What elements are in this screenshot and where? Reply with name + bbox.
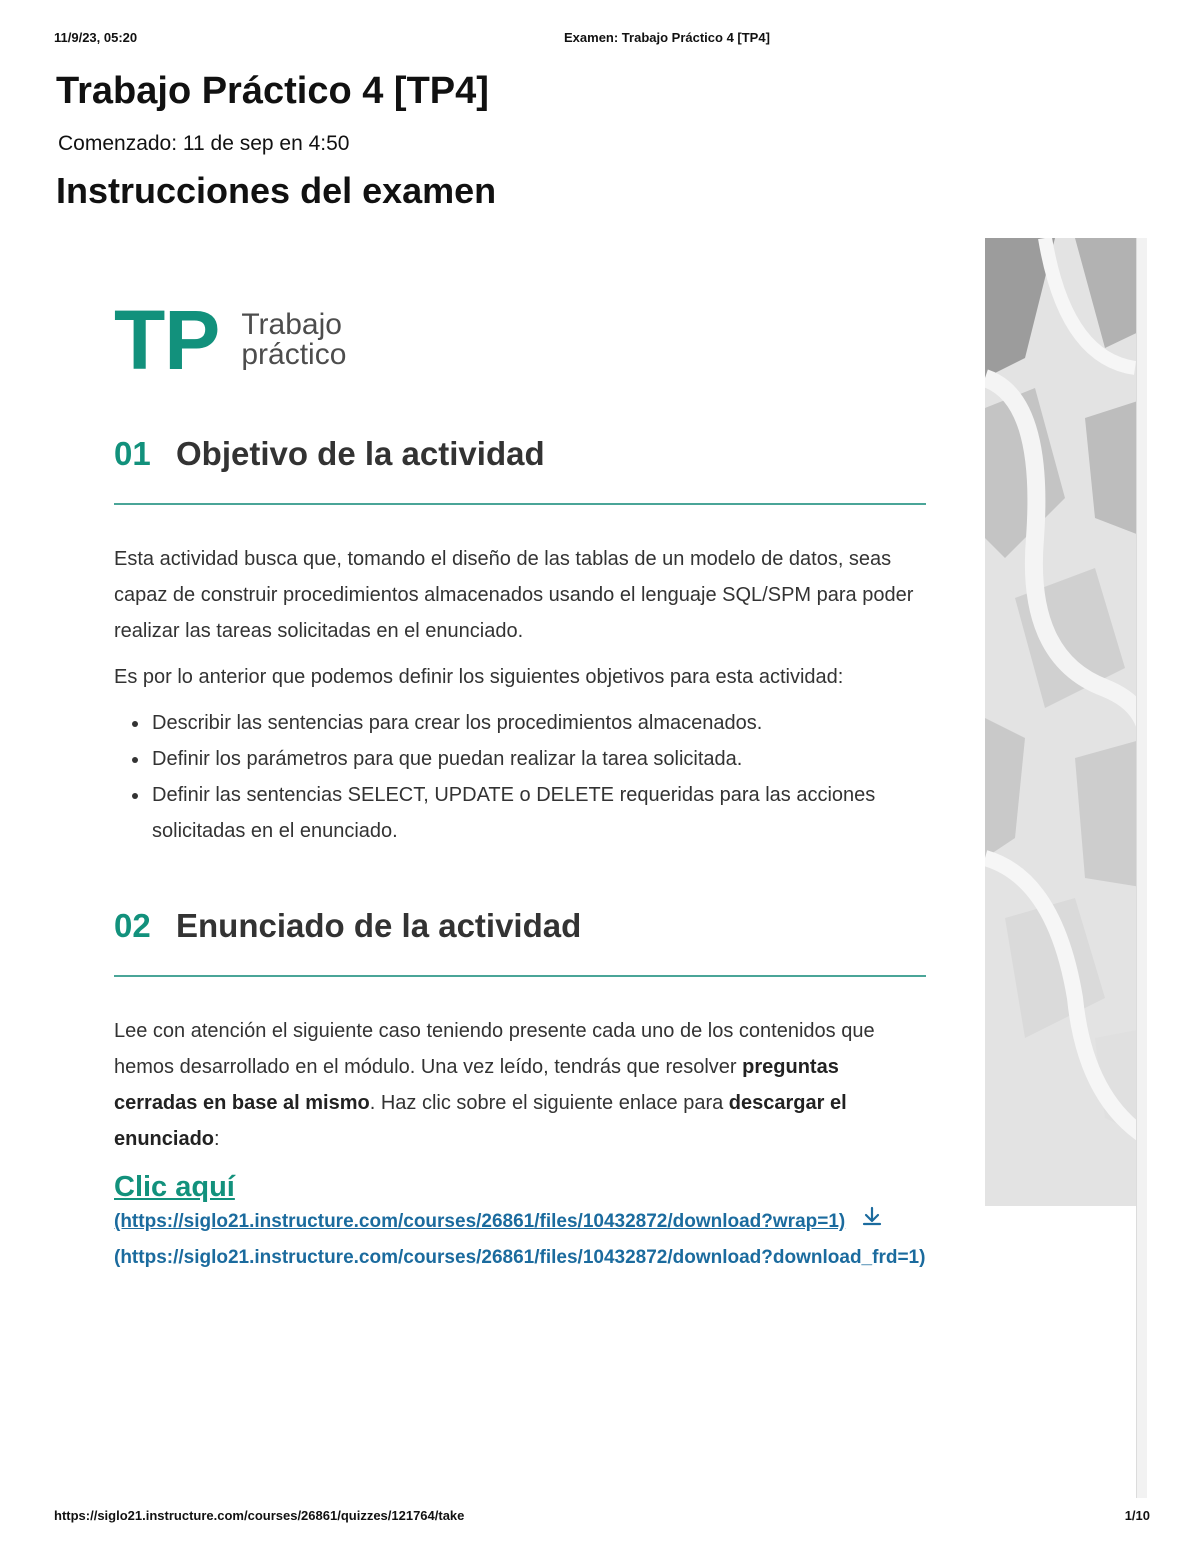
tp-logo [114,285,926,395]
clic-aqui-link[interactable]: Clic aquí [114,1171,235,1203]
enunciado-text-3: : [214,1128,220,1150]
objective-paragraph: Esta actividad busca que, tomando el diseño de las tablas de un modelo de datos, seas capaz de construir procedimientos almacenados usando el lenguaje SQL/SPM para poder realizar las tareas solicitadas en el enunciado. [114,548,914,642]
print-doc-title: Examen: Trabajo Práctico 4 [TP4] [564,30,770,45]
section-divider [114,503,926,505]
list-item: • Describir las sentencias para crear los procedimientos almacenados. [150,705,926,741]
download-icon[interactable] [861,1204,883,1240]
tp-logo-line2: práctico [241,338,347,371]
section-divider [114,975,926,977]
objectives-intro: Es por lo anterior que podemos definir los siguientes objetivos para esta actividad: [114,666,844,688]
instructions-title: Instrucciones del examen [56,170,497,211]
enunciado-text-1: Lee con atención el siguiente caso teniendo presente cada uno de los contenidos que hemos desarrollado en el módulo. Una vez leído, tendrás que resolver [114,1020,875,1078]
print-page-number: 1/10 [1124,1508,1150,1523]
download-frd-link[interactable]: (https://siglo21.instructure.com/courses/26861/files/10432872/download?download_frd=1) [114,1247,926,1269]
decorative-side-image [985,238,1147,1206]
list-item: • Definir los parámetros para que puedan realizar la tarea solicitada. [150,741,926,777]
section-heading-enunciado [114,907,926,945]
print-datetime: 11/9/23, 05:20 [54,30,138,45]
exam-instructions-content [114,285,926,1276]
print-url: https://siglo21.instructure.com/courses/26861/quizzes/121764/take [54,1508,465,1523]
section-title: Enunciado de la actividad [176,907,582,944]
print-footer [0,1508,1200,1528]
title-block [56,66,496,214]
enunciado-text-2: . Haz clic sobre el siguiente enlace para [369,1092,729,1114]
enunciado-bold-2: descargar el enunciado [114,1092,847,1150]
tp-logo-line1: Trabajo [241,308,342,341]
section-heading-objetivo [114,435,926,473]
section-number: 01 [114,435,151,472]
enunciado-bold-1: preguntas cerradas en base al mismo [114,1056,839,1114]
download-links [114,1204,926,1276]
scrollbar[interactable] [1136,238,1147,1498]
list-item: • Definir las sentencias SELECT, UPDATE o DELETE requeridas para las acciones solicitadas en el enunciado. [150,777,926,849]
enunciado-paragraph [114,1013,926,1157]
started-text: Comenzado: 11 de sep en 4:50 [58,132,350,155]
section-title: Objetivo de la actividad [176,435,545,472]
page-title: Trabajo Práctico 4 [TP4] [56,70,489,112]
architecture-image-icon [985,238,1147,1206]
tp-logo-mark: TP [114,293,220,387]
download-view-link[interactable]: (https://siglo21.instructure.com/courses/26861/files/10432872/download?wrap=1) [114,1211,846,1233]
tp-logo-text [241,310,346,370]
section-number: 02 [114,907,151,944]
print-header [0,30,1200,50]
objectives-list [114,705,926,849]
